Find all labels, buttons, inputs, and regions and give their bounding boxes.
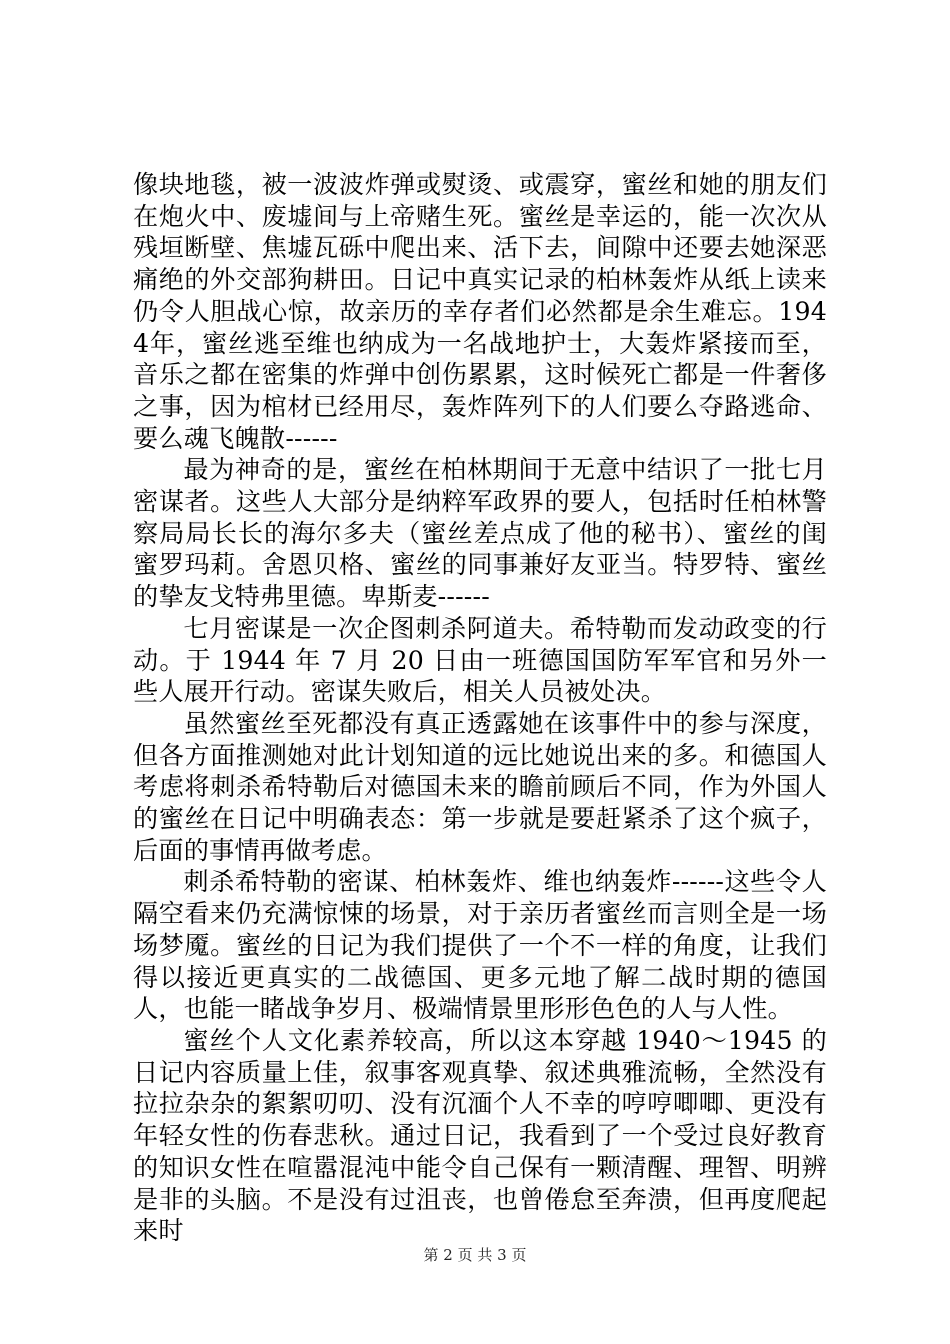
paragraph-4: 虽然蜜丝至死都没有真正透露她在该事件中的参与深度，但各方面推测她对此计划知道的远比她说出来的多。和德国人考虑将刺杀希特勒后对德国未来的瞻前顾后不同，作为外国人的蜜丝在日记中明确表态：第一步就是要赶紧杀了这个疯子，后面的事情再做考虑。: [133, 708, 827, 865]
paragraph-1: 像块地毯，被一波波炸弹或熨烫、或震穿，蜜丝和她的朋友们在炮火中、废墟间与上帝赌生死。蜜丝是幸运的，能一次次从残垣断壁、焦墟瓦砾中爬出来、活下去，间隙中还要去她深恶痛绝的外交部狗耕田。日记中真实记录的柏林轰炸从纸上读来仍令人胆战心惊，故亲历的幸存者们必然都是余生难忘。1944年，蜜丝逃至维也纳成为一名战地护士，大轰炸紧接而至，音乐之都在密集的炸弹中创伤累累，这时候死亡都是一件奢侈之事，因为棺材已经用尽，轰炸阵列下的人们要么夺路逃命、要么魂飞魄散------: [133, 170, 827, 453]
body-text: [133, 169, 827, 1247]
paragraph-5: 刺杀希特勒的密谋、柏林轰炸、维也纳轰炸------这些令人隔空看来仍充满惊悚的场景，对于亲历者蜜丝而言则全是一场场梦魇。蜜丝的日记为我们提供了一个不一样的角度，让我们得以接近更真实的二战德国、更多元地了解二战时期的德国人，也能一睹战争岁月、极端情景里形形色色的人与人性。: [133, 867, 827, 1024]
paragraph-6: 蜜丝个人文化素养较高，所以这本穿越 1940～1945 的日记内容质量上佳，叙事客观真挚、叙述典雅流畅，全然没有拉拉杂杂的絮絮叨叨、没有沉湎个人不幸的哼哼唧唧、更没有年轻女性的伤春悲秋。通过日记，我看到了一个受过良好教育的知识女性在喧嚣混沌中能令自己保有一颗清醒、理智、明辨是非的头脑。不是没有过沮丧，也曾倦怠至奔溃，但再度爬起来时: [133, 1025, 827, 1246]
paragraph-2: 最为神奇的是，蜜丝在柏林期间于无意中结识了一批七月密谋者。这些人大部分是纳粹军政界的要人，包括时任柏林警察局局长长的海尔多夫（蜜丝差点成了他的秘书）、蜜丝的闺蜜罗玛莉。舍恩贝格、蜜丝的同事兼好友亚当。特罗特、蜜丝的挚友戈特弗里德。卑斯麦------: [133, 455, 827, 612]
page-footer: 第 2 页 共 3 页: [423, 1246, 527, 1264]
paragraph-3: 七月密谋是一次企图刺杀阿道夫。希特勒而发动政变的行动。于 1944 年 7 月 20 日由一班德国国防军军官和另外一些人展开行动。密谋失败后，相关人员被处决。: [133, 613, 827, 707]
